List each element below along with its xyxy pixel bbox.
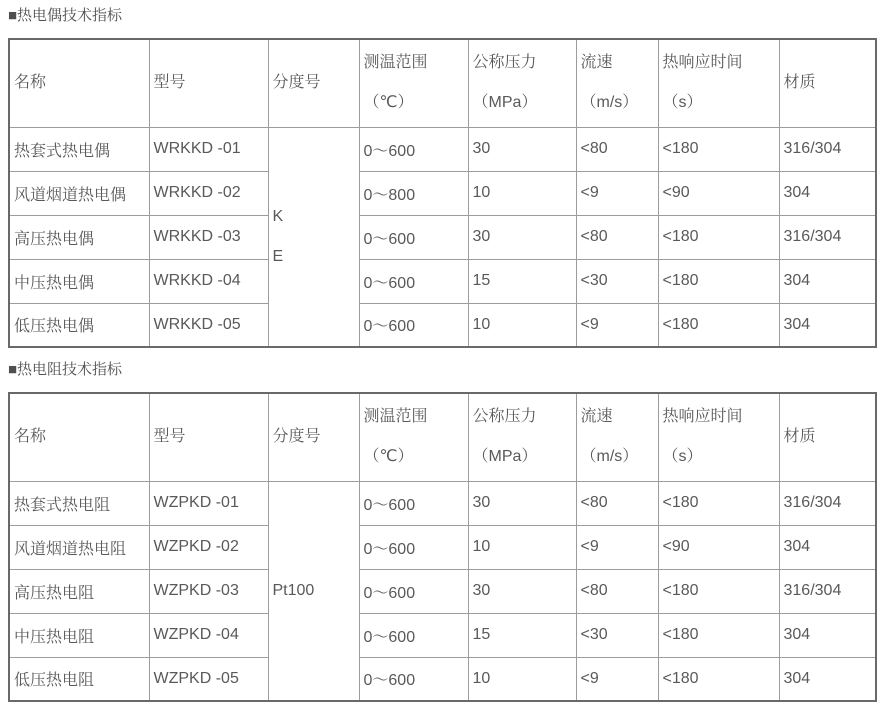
cell-response: <180 xyxy=(658,303,779,347)
cell-temp-range: 0～600 xyxy=(359,259,468,303)
cell-flow: <80 xyxy=(576,127,658,171)
section-title-rtd: ■热电阻技术指标 xyxy=(8,361,123,378)
cell-model: WRKKD -02 xyxy=(149,171,268,215)
section-title-thermocouple: ■热电偶技术指标 xyxy=(8,7,123,24)
table-row xyxy=(9,481,876,525)
cell-graduation: K E xyxy=(268,127,359,347)
cell-model: WRKKD -05 xyxy=(149,303,268,347)
thermocouple-spec-table xyxy=(8,38,877,348)
cell-graduation: Pt100 xyxy=(268,481,359,701)
table-row xyxy=(9,613,876,657)
cell-name: 低压热电偶 xyxy=(9,303,149,347)
cell-flow: <9 xyxy=(576,657,658,701)
cell-response: <180 xyxy=(658,657,779,701)
cell-material: 304 xyxy=(779,525,876,569)
cell-material: 316/304 xyxy=(779,215,876,259)
cell-flow: <9 xyxy=(576,525,658,569)
cell-material: 316/304 xyxy=(779,127,876,171)
cell-temp-range: 0～600 xyxy=(359,215,468,259)
cell-pressure: 15 xyxy=(468,259,576,303)
rtd-spec-table xyxy=(8,392,877,702)
cell-model: WZPKD -03 xyxy=(149,569,268,613)
cell-material: 304 xyxy=(779,171,876,215)
cell-model: WZPKD -01 xyxy=(149,481,268,525)
column-header-flow: 流速 （m/s） xyxy=(576,39,658,127)
table-row xyxy=(9,259,876,303)
cell-name: 热套式热电阻 xyxy=(9,481,149,525)
table-row xyxy=(9,525,876,569)
cell-pressure: 10 xyxy=(468,171,576,215)
cell-name: 高压热电偶 xyxy=(9,215,149,259)
table-row xyxy=(9,569,876,613)
cell-pressure: 15 xyxy=(468,613,576,657)
cell-temp-range: 0～600 xyxy=(359,481,468,525)
cell-response: <90 xyxy=(658,171,779,215)
cell-flow: <9 xyxy=(576,303,658,347)
table-row xyxy=(9,127,876,171)
cell-pressure: 30 xyxy=(468,215,576,259)
cell-model: WZPKD -05 xyxy=(149,657,268,701)
table-header-row xyxy=(9,39,876,127)
column-header-name: 名称 xyxy=(9,39,149,127)
table-header-row xyxy=(9,393,876,481)
column-header-response: 热响应时间 （s） xyxy=(658,39,779,127)
cell-material: 316/304 xyxy=(779,569,876,613)
cell-flow: <30 xyxy=(576,259,658,303)
table-row xyxy=(9,303,876,347)
cell-temp-range: 0～600 xyxy=(359,613,468,657)
column-header-pressure: 公称压力 （MPa） xyxy=(468,393,576,481)
cell-response: <180 xyxy=(658,215,779,259)
cell-model: WRKKD -03 xyxy=(149,215,268,259)
cell-name: 高压热电阻 xyxy=(9,569,149,613)
cell-flow: <80 xyxy=(576,215,658,259)
cell-name: 风道烟道热电阻 xyxy=(9,525,149,569)
spec-page xyxy=(8,8,883,702)
cell-temp-range: 0～600 xyxy=(359,525,468,569)
cell-pressure: 30 xyxy=(468,569,576,613)
cell-pressure: 10 xyxy=(468,657,576,701)
column-header-pressure: 公称压力 （MPa） xyxy=(468,39,576,127)
cell-name: 热套式热电偶 xyxy=(9,127,149,171)
table-row xyxy=(9,215,876,259)
cell-flow: <80 xyxy=(576,569,658,613)
cell-model: WZPKD -02 xyxy=(149,525,268,569)
column-header-model: 型号 xyxy=(149,39,268,127)
cell-name: 低压热电阻 xyxy=(9,657,149,701)
column-header-material: 材质 xyxy=(779,393,876,481)
cell-name: 中压热电阻 xyxy=(9,613,149,657)
column-header-model: 型号 xyxy=(149,393,268,481)
cell-temp-range: 0～800 xyxy=(359,171,468,215)
cell-response: <180 xyxy=(658,259,779,303)
column-header-graduation: 分度号 xyxy=(268,39,359,127)
cell-response: <90 xyxy=(658,525,779,569)
cell-pressure: 30 xyxy=(468,481,576,525)
cell-flow: <9 xyxy=(576,171,658,215)
cell-response: <180 xyxy=(658,613,779,657)
cell-material: 304 xyxy=(779,303,876,347)
column-header-temp-range: 测温范围 （℃） xyxy=(359,39,468,127)
column-header-graduation: 分度号 xyxy=(268,393,359,481)
column-header-name: 名称 xyxy=(9,393,149,481)
column-header-material: 材质 xyxy=(779,39,876,127)
cell-response: <180 xyxy=(658,569,779,613)
cell-flow: <80 xyxy=(576,481,658,525)
cell-temp-range: 0～600 xyxy=(359,569,468,613)
cell-pressure: 30 xyxy=(468,127,576,171)
cell-model: WZPKD -04 xyxy=(149,613,268,657)
cell-model: WRKKD -01 xyxy=(149,127,268,171)
cell-temp-range: 0～600 xyxy=(359,657,468,701)
cell-temp-range: 0～600 xyxy=(359,127,468,171)
cell-flow: <30 xyxy=(576,613,658,657)
cell-material: 304 xyxy=(779,259,876,303)
cell-pressure: 10 xyxy=(468,303,576,347)
column-header-response: 热响应时间 （s） xyxy=(658,393,779,481)
cell-name: 中压热电偶 xyxy=(9,259,149,303)
cell-name: 风道烟道热电偶 xyxy=(9,171,149,215)
cell-response: <180 xyxy=(658,481,779,525)
cell-material: 316/304 xyxy=(779,481,876,525)
table-row xyxy=(9,657,876,701)
cell-temp-range: 0～600 xyxy=(359,303,468,347)
cell-pressure: 10 xyxy=(468,525,576,569)
table-row xyxy=(9,171,876,215)
cell-material: 304 xyxy=(779,613,876,657)
cell-response: <180 xyxy=(658,127,779,171)
column-header-temp-range: 测温范围 （℃） xyxy=(359,393,468,481)
cell-model: WRKKD -04 xyxy=(149,259,268,303)
cell-material: 304 xyxy=(779,657,876,701)
column-header-flow: 流速 （m/s） xyxy=(576,393,658,481)
